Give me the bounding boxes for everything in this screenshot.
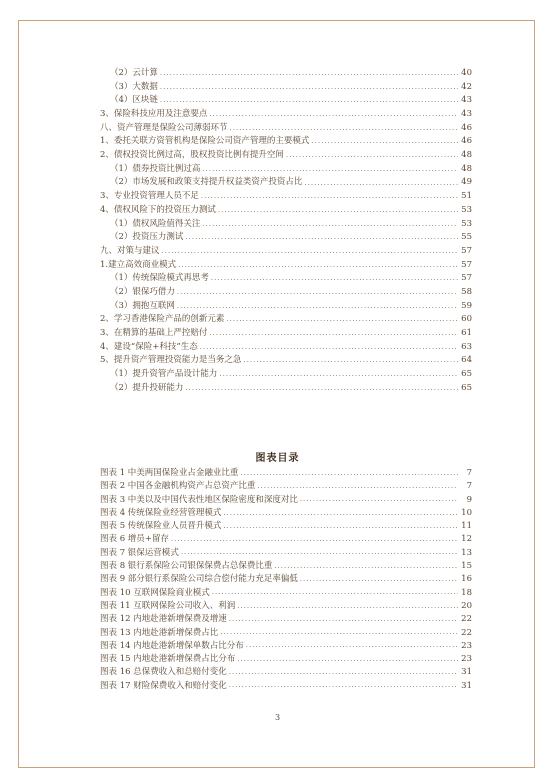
figure-entry-page: 22 <box>461 627 472 638</box>
figure-entry-page: 23 <box>461 640 472 651</box>
figure-entry-page: 23 <box>461 654 472 665</box>
figure-entry-title: 图表 6 增员+留存 <box>100 534 169 545</box>
dot-leader <box>230 122 458 136</box>
toc-entry[interactable] <box>100 122 472 136</box>
figure-entry-page: 16 <box>461 574 472 585</box>
figure-entry-page: 9 <box>466 494 472 505</box>
dot-leader <box>237 600 458 614</box>
figure-entry[interactable] <box>100 480 472 493</box>
toc-entry[interactable] <box>100 313 472 327</box>
figure-entry-page: 31 <box>461 680 472 691</box>
figure-entry-page: 15 <box>461 561 472 572</box>
toc-entry-title: （2）云计算 <box>110 67 158 78</box>
figure-entry-title: 图表 11 互联网保险公司收入、利润 <box>100 600 236 611</box>
dot-leader <box>177 300 458 314</box>
dot-leader <box>229 666 458 680</box>
figure-entry[interactable] <box>100 560 472 573</box>
toc-entry-page: 40 <box>461 67 472 78</box>
figure-entry[interactable] <box>100 494 472 507</box>
dot-leader <box>200 341 458 355</box>
toc-entry-page: 53 <box>461 204 472 215</box>
figure-entry-page: 7 <box>466 468 472 478</box>
toc-entry[interactable] <box>100 231 472 245</box>
dot-leader <box>185 231 458 245</box>
toc-entry-title: （1）传统保险模式再思考 <box>110 273 209 284</box>
toc-entry-title: 1、委托关联方资管机构是保险公司资产管理的主要模式 <box>100 136 310 147</box>
toc-entry-page: 48 <box>461 163 472 174</box>
figure-entry[interactable] <box>100 640 472 653</box>
toc-entry-title: （2）银保巧借力 <box>110 286 175 297</box>
figure-entry-title: 图表 2 中国各金融机构资产占总资产比重 <box>100 481 256 492</box>
dot-leader <box>171 533 458 547</box>
toc-entry-page: 65 <box>461 382 472 393</box>
toc-entry[interactable] <box>100 163 472 177</box>
figure-entry[interactable] <box>100 666 472 679</box>
figure-entry[interactable] <box>100 520 472 533</box>
dot-leader <box>201 190 458 204</box>
dot-leader <box>220 626 458 640</box>
toc-entry[interactable] <box>100 341 472 355</box>
dot-leader <box>178 259 458 273</box>
toc-entry-page: 48 <box>461 150 472 161</box>
figure-entry[interactable] <box>100 653 472 666</box>
toc-entry-page: 59 <box>461 300 472 311</box>
toc-entry-page: 53 <box>461 218 472 229</box>
figure-entry-title: 图表 3 中美以及中国代表性地区保险密度和深度对比 <box>100 494 298 505</box>
toc-entry[interactable] <box>100 135 472 149</box>
toc-entry-page: 57 <box>461 259 472 270</box>
toc-entry[interactable] <box>100 245 472 259</box>
toc-entry-page: 42 <box>461 81 472 92</box>
dot-leader <box>185 382 458 396</box>
figure-entry-title: 图表 10 互联网保险商业模式 <box>100 587 210 598</box>
figure-entry[interactable] <box>100 587 472 600</box>
toc-entry[interactable] <box>100 300 472 314</box>
page-number: 3 <box>274 713 281 722</box>
dot-leader <box>304 177 458 191</box>
dot-leader <box>209 327 458 341</box>
figure-entry-page: 11 <box>461 521 472 532</box>
toc-entry-title: 3、在精算的基础上严控赔付 <box>100 328 208 339</box>
figure-entry[interactable] <box>100 627 472 640</box>
dot-leader <box>226 313 458 327</box>
dot-leader <box>237 653 458 667</box>
figure-entry-title: 图表 15 内地赴港新增保费占比分布 <box>100 654 236 665</box>
dot-leader <box>243 354 458 368</box>
dot-leader <box>160 94 458 108</box>
figure-entry-page: 18 <box>461 587 472 598</box>
dot-leader <box>246 639 458 653</box>
figure-entry-page: 31 <box>461 667 472 678</box>
toc-entry[interactable] <box>100 204 472 218</box>
figure-entry-page: 22 <box>461 614 472 625</box>
figure-entry-title: 图表 7 银保运营模式 <box>100 547 179 558</box>
dot-leader <box>257 480 458 494</box>
dot-leader <box>300 493 458 507</box>
toc-entry[interactable] <box>100 190 472 204</box>
dot-leader <box>219 368 458 382</box>
toc-entry[interactable] <box>100 218 472 232</box>
toc-entry[interactable] <box>100 286 472 300</box>
dot-leader <box>209 108 458 122</box>
dot-leader <box>211 272 458 286</box>
figure-entry-page: 12 <box>461 534 472 545</box>
toc-entry-title: （4）区块链 <box>110 95 158 106</box>
dot-leader <box>212 586 458 600</box>
toc-entry-page: 43 <box>461 95 472 106</box>
figure-entry-title: 图表 17 财险保费收入和赔付变化 <box>100 680 227 691</box>
toc-entry-page: 65 <box>461 369 472 380</box>
toc-entry-title: （1）债券投资比例过高 <box>110 163 201 174</box>
toc-entry[interactable] <box>100 327 472 341</box>
toc-entry-title: 九、对策与建议 <box>100 245 160 256</box>
toc-entry-title: 3、专业投资管理人员不足 <box>100 191 199 202</box>
toc-entry[interactable] <box>100 94 472 108</box>
figure-entry-page: 20 <box>461 600 472 611</box>
figure-entry-title: 图表 13 内地赴港新增保费占比 <box>100 627 219 638</box>
toc-entry-page: 55 <box>461 232 472 243</box>
figure-entry-title: 图表 12 内地赴港新增保费及增速 <box>100 614 227 625</box>
toc-entry-page: 57 <box>461 273 472 284</box>
toc-entry[interactable] <box>100 149 472 163</box>
toc-entry-title: （2）市场发展和政策支持提升权益类资产投资占比 <box>110 177 303 188</box>
dot-leader <box>223 520 458 534</box>
toc-entry-page: 61 <box>461 328 472 339</box>
figure-entry-page: 13 <box>461 547 472 558</box>
toc-entry-page: 43 <box>461 109 472 120</box>
figure-entry-title: 图表 8 银行系保险公司银保保费占总保费比重 <box>100 561 273 572</box>
figure-entry-page: 7 <box>466 481 472 492</box>
toc-entry-title: （2）投资压力测试 <box>110 232 184 243</box>
toc-entry[interactable] <box>100 67 472 81</box>
dot-leader <box>162 245 458 259</box>
toc-entry-title: 4、建设“保险+科技”生态 <box>100 341 198 352</box>
figure-entry[interactable] <box>100 547 472 560</box>
dot-leader <box>218 204 458 218</box>
dot-leader <box>240 467 458 481</box>
toc-entry[interactable] <box>100 354 472 368</box>
toc-entry-page: 49 <box>461 177 472 188</box>
toc-entry-title: （1）债权风险值得关注 <box>110 218 201 229</box>
figure-entry[interactable] <box>100 680 472 693</box>
toc-entry[interactable] <box>100 382 472 396</box>
figure-entry[interactable] <box>100 467 472 480</box>
dot-leader <box>229 679 458 693</box>
dot-leader <box>160 67 458 81</box>
figure-entry[interactable] <box>100 613 472 626</box>
toc-entry-title: 2、学习香港保险产品的创新元素 <box>100 314 225 325</box>
figure-entry-title: 图表 5 传统保险业人员晋升模式 <box>100 521 222 532</box>
dot-leader <box>202 218 458 232</box>
toc-entry-page: 46 <box>461 122 472 133</box>
figure-entry[interactable] <box>100 507 472 520</box>
toc-entry-title: （3）大数据 <box>110 81 158 92</box>
toc-entry[interactable] <box>100 108 472 122</box>
figure-entry-page: 10 <box>461 507 472 518</box>
toc-entry-page: 46 <box>461 136 472 147</box>
toc-entry-page: 51 <box>461 191 472 202</box>
toc-entry[interactable] <box>100 177 472 191</box>
figure-entry-title: 图表 9 部分银行系保险公司综合偿付能力充足率偏低 <box>100 574 298 585</box>
figure-entry-title: 图表 16 总保费收入和总赔付变化 <box>100 667 227 678</box>
toc-entry-page: 57 <box>461 245 472 256</box>
toc-entry[interactable] <box>100 368 472 382</box>
figure-entry-title: 图表 14 内地赴港新增保单数占比分布 <box>100 640 244 651</box>
toc-entry-title: （1）提升资管产品设计能力 <box>110 369 218 380</box>
toc-entry-page: 63 <box>461 341 472 352</box>
figure-entry-title: 图表 1 中美两国保险业占金融业比重 <box>100 468 239 478</box>
dot-leader <box>202 163 458 177</box>
dot-leader <box>300 573 458 587</box>
toc-entry-title: （2）提升投研能力 <box>110 382 184 393</box>
figures-list <box>100 467 472 693</box>
toc-entry-page: 58 <box>461 286 472 297</box>
toc-entry-page: 64 <box>461 355 472 366</box>
dot-leader <box>181 546 458 560</box>
dot-leader <box>274 560 458 574</box>
figure-entry[interactable] <box>100 533 472 546</box>
toc-entry-title: 八、资产管理是保险公司薄弱环节 <box>100 122 228 133</box>
toc-entry-title: 5、提升资产管理投资能力是当务之急 <box>100 355 242 366</box>
figure-entry[interactable] <box>100 573 472 586</box>
toc-entry-title: 1.建立高效商业模式 <box>100 259 177 270</box>
toc-entry-title: 3、保险科技应用及注意要点 <box>100 109 208 120</box>
dot-leader <box>311 135 458 149</box>
dot-leader <box>177 286 458 300</box>
toc-entry[interactable] <box>100 81 472 95</box>
toc-entry[interactable] <box>100 272 472 286</box>
dot-leader <box>160 81 458 95</box>
figures-heading: 图表目录 <box>255 453 300 464</box>
table-of-contents <box>100 67 472 396</box>
toc-entry-title: 2、债权投资比例过高，股权投资比例有提升空间 <box>100 150 284 161</box>
dot-leader <box>286 149 458 163</box>
dot-leader <box>223 507 458 521</box>
toc-entry[interactable] <box>100 259 472 273</box>
toc-entry-title: （3）拥抱互联网 <box>110 300 175 311</box>
figure-entry-title: 图表 4 传统保险业经营管理模式 <box>100 507 222 518</box>
toc-entry-title: 4、债权风险下的投资压力测试 <box>100 204 216 215</box>
dot-leader <box>229 613 458 627</box>
figure-entry[interactable] <box>100 600 472 613</box>
toc-entry-page: 60 <box>461 314 472 325</box>
